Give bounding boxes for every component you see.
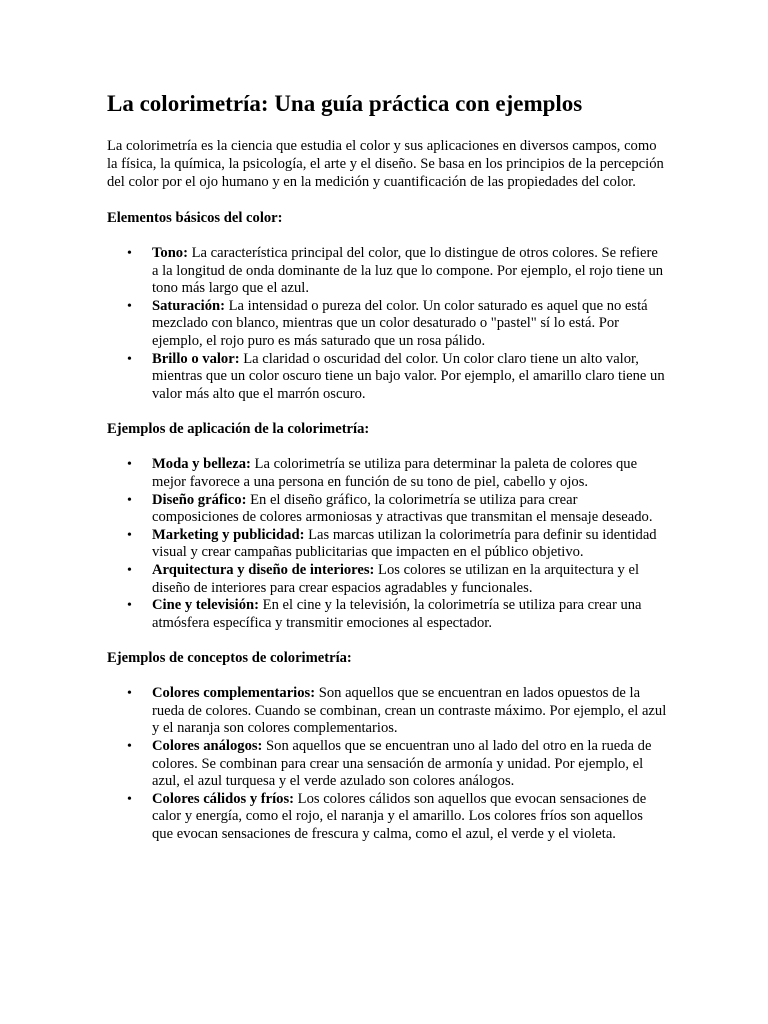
bullet-icon: • [127, 246, 132, 261]
bullet-icon: • [127, 598, 132, 614]
list-concepts [107, 685, 667, 843]
item-term: Colores análogos: [152, 738, 263, 755]
intro-paragraph: La colorimetría es la ciencia que estudia el color y sus aplicaciones en diversos campos, como la física, la química, la psicología, el arte y el diseño. Se basa en los principios de la percepción del color por el ojo humano y en la medición y cuantificación de las propiedades del color. [107, 138, 664, 190]
item-text: Las marcas utilizan la colorimetría para definir su identidad visual y crear campañas publicitarias que impacten en el público objetivo. [152, 526, 657, 561]
section-heading-concepts: Ejemplos de conceptos de colorimetría: [107, 650, 352, 667]
bullet-icon: • [127, 739, 132, 755]
item-text: La colorimetría se utiliza para determinar la paleta de colores que mejor favorece a una persona en función de su tono de piel, cabello y ojos. [152, 456, 638, 490]
bullet-icon: • [127, 791, 132, 807]
document-page [107, 90, 667, 861]
item-text: Son aquellos que se encuentran uno al lado del otro en la rueda de colores. Se combinan para crear una sensación de armonía y unidad. Por ejemplo, el azul, el azul turquesa y el verde azulado son colores análogos. [152, 738, 652, 790]
list-item [107, 456, 667, 491]
bullet-icon: • [127, 457, 132, 473]
list-item [107, 527, 667, 562]
bullet-icon: • [127, 492, 132, 508]
item-text: La característica principal del color, que lo distingue de otros colores. Se refiere a la longitud de onda dominante de la luz que lo compone. Por ejemplo, el rojo tiene un tono más largo que el azul. [152, 245, 664, 297]
item-term: Arquitectura y diseño de interiores: [152, 561, 375, 578]
item-text: En el cine y la televisión, la colorimetría se utiliza para crear una atmósfera específica y transmitir emociones al espectador. [152, 597, 642, 631]
bullet-icon: • [127, 351, 132, 367]
bullet-icon: • [127, 298, 132, 314]
list-item [107, 351, 667, 404]
section-heading-applications: Ejemplos de aplicación de la colorimetría: [107, 421, 370, 438]
item-text: Los colores se utilizan en la arquitectura y el diseño de interiores para crear espacios agradables y funcionales. [152, 561, 640, 596]
bullet-icon: • [127, 686, 132, 702]
item-term: Saturación: [152, 297, 225, 314]
list-item [107, 738, 667, 791]
item-term: Cine y televisión: [152, 597, 260, 614]
list-basics [107, 245, 667, 403]
list-item [107, 791, 667, 844]
item-term: Colores cálidos y fríos: [152, 790, 295, 807]
item-text: Los colores cálidos son aquellos que evocan sensaciones de calor y energía, como el rojo, el naranja y el amarillo. Los colores fríos son aquellos que evocan sensaciones de frescura y calma, como el azul, el verde y el violeta. [152, 790, 647, 843]
item-text: La intensidad o pureza del color. Un color saturado es aquel que no está mezclado con blanco, mientras que un color desaturado o "pastel" sí lo está. Por ejemplo, el rojo puro es más saturado que un rosa pálido. [152, 297, 648, 349]
item-term: Tono: [152, 245, 188, 261]
list-item [107, 562, 667, 597]
bullet-icon: • [127, 562, 132, 578]
bullet-icon: • [127, 527, 132, 543]
item-text: En el diseño gráfico, la colorimetría se utiliza para crear composiciones de colores armoniosas y atractivas que transmitan el mensaje deseado. [152, 491, 653, 526]
item-term: Brillo o valor: [152, 350, 240, 367]
list-item [107, 597, 667, 632]
item-text: La claridad o oscuridad del color. Un color claro tiene un alto valor, mientras que un color oscuro tiene un bajo valor. Por ejemplo, el amarillo claro tiene un valor más alto que el marrón oscuro. [152, 350, 665, 402]
list-item [107, 298, 667, 351]
item-text: Son aquellos que se encuentran en lados opuestos de la rueda de colores. Cuando se combinan, crean un contraste máximo. Por ejemplo, el azul y el naranja son colores complementarios. [152, 685, 667, 737]
document-title: La colorimetría: Una guía práctica con ejemplos [107, 91, 583, 116]
item-term: Moda y belleza: [152, 456, 251, 473]
item-term: Marketing y publicidad: [152, 526, 305, 543]
list-item [107, 245, 667, 298]
section-heading-basics: Elementos básicos del color: [107, 210, 283, 226]
item-term: Diseño gráfico: [152, 491, 247, 508]
list-applications [107, 456, 667, 632]
list-item [107, 492, 667, 527]
item-term: Colores complementarios: [152, 685, 316, 702]
list-item [107, 685, 667, 738]
